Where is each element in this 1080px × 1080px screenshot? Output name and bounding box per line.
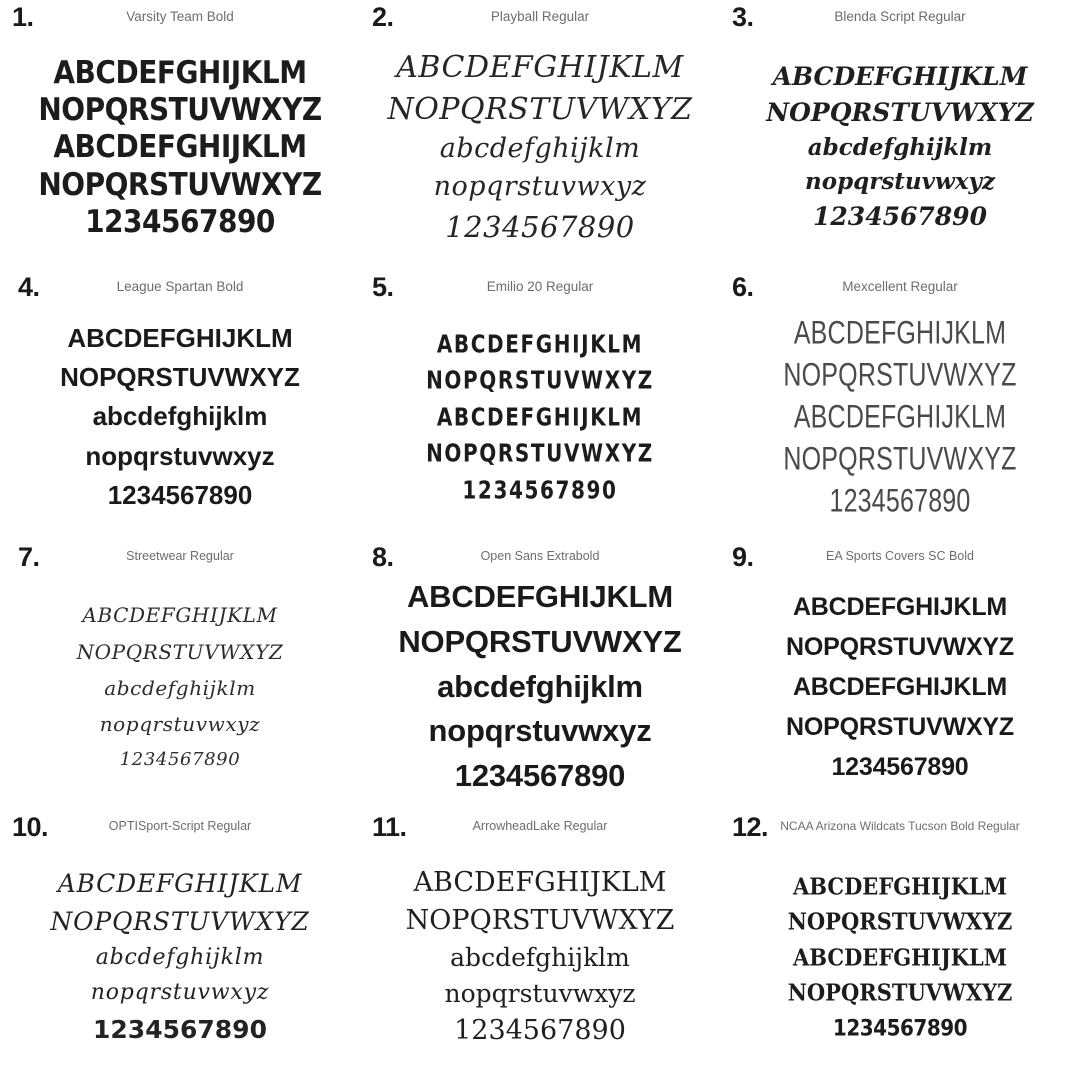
specimen-line: nopqrstuvwxyz: [805, 168, 995, 195]
specimen-card-4: [0, 270, 360, 540]
specimen-line: nopqrstuvwxyz: [99, 712, 261, 737]
specimen-lines-7: [8, 570, 352, 804]
specimen-number-1: 1.: [12, 2, 34, 32]
specimen-line: NOPQRSTUVWXYZ: [405, 904, 675, 936]
specimen-card-8: [360, 540, 720, 810]
font-name-label-10: OPTISport-Script Regular: [108, 819, 252, 834]
specimen-lines-10: [8, 840, 352, 1074]
specimen-line: NOPQRSTUVWXYZ: [787, 908, 1013, 936]
specimen-header-3: [728, 4, 1072, 30]
specimen-header-4: [8, 274, 352, 300]
font-name-label-8: Open Sans Extrabold: [480, 549, 600, 564]
specimen-header-12: [728, 814, 1072, 840]
specimen-number-4: 4.: [18, 272, 40, 302]
specimen-line: ABCDEFGHIJKLM: [53, 128, 307, 166]
specimen-line: 1234567890: [831, 753, 969, 781]
specimen-lines-12: [728, 840, 1072, 1074]
specimen-line: 1234567890: [462, 474, 618, 505]
specimen-header-8: [368, 544, 712, 570]
font-name-label-1: Varsity Team Bold: [126, 8, 234, 24]
specimen-line: ABCDEFGHIJKLM: [413, 866, 667, 898]
specimen-line: NOPQRSTUVWXYZ: [766, 98, 1034, 128]
specimen-line: ABCDEFGHIJKLM: [57, 869, 303, 899]
specimen-line: 1234567890: [119, 748, 241, 770]
specimen-header-11: [368, 814, 712, 840]
specimen-line: ABCDEFGHIJKLM: [53, 53, 307, 91]
specimen-number-6: 6.: [732, 272, 754, 302]
specimen-header-1: [8, 4, 352, 30]
specimen-card-10: [0, 810, 360, 1080]
specimen-line: 1234567890: [813, 201, 987, 231]
specimen-line: ABCDEFGHIJKLM: [793, 398, 1007, 436]
font-name-label-2: Playball Regular: [490, 8, 590, 24]
specimen-line: ABCDEFGHIJKLM: [406, 579, 674, 615]
specimen-line: abcdefghijklm: [95, 945, 265, 971]
specimen-header-5: [368, 274, 712, 300]
specimen-line: nopqrstuvwxyz: [433, 171, 647, 203]
specimen-line: NOPQRSTUVWXYZ: [76, 639, 284, 664]
specimen-header-2: [368, 4, 712, 30]
specimen-line: ABCDEFGHIJKLM: [82, 603, 278, 628]
specimen-lines-9: [728, 570, 1072, 804]
specimen-line: nopqrstuvwxyz: [444, 979, 636, 1009]
font-name-label-12: NCAA Arizona Wildcats Tucson Bold Regular: [780, 819, 1020, 834]
specimen-line: ABCDEFGHIJKLM: [772, 62, 1028, 92]
specimen-number-8: 8.: [372, 542, 394, 572]
specimen-line: NOPQRSTUVWXYZ: [398, 623, 682, 659]
specimen-line: nopqrstuvwxyz: [428, 713, 652, 749]
specimen-line: abcdefghijklm: [437, 668, 643, 704]
specimen-line: NOPQRSTUVWXYZ: [783, 440, 1017, 478]
font-name-label-11: ArrowheadLake Regular: [472, 819, 608, 834]
specimen-header-6: [728, 274, 1072, 300]
specimen-line: NOPQRSTUVWXYZ: [38, 165, 322, 203]
font-name-label-3: Blenda Script Regular: [834, 8, 966, 24]
specimen-card-1: [0, 0, 360, 270]
specimen-line: ABCDEFGHIJKLM: [396, 49, 684, 85]
specimen-card-7: [0, 540, 360, 810]
specimen-line: NOPQRSTUVWXYZ: [387, 91, 693, 127]
font-name-label-7: Streetwear Regular: [126, 549, 234, 564]
specimen-number-10: 10.: [12, 812, 49, 842]
font-name-label-6: Mexcellent Regular: [842, 278, 958, 294]
specimen-card-9: [720, 540, 1080, 810]
specimen-line: NOPQRSTUVWXYZ: [38, 90, 322, 128]
specimen-line: abcdefghijklm: [807, 134, 993, 162]
specimen-lines-5: [368, 300, 712, 534]
specimen-line: ABCDEFGHIJKLM: [67, 323, 293, 354]
specimen-lines-6: [728, 300, 1072, 534]
specimen-line: NOPQRSTUVWXYZ: [60, 362, 300, 393]
font-name-label-4: League Spartan Bold: [116, 278, 244, 294]
specimen-line: 1234567890: [832, 1014, 968, 1042]
specimen-line: NOPQRSTUVWXYZ: [426, 365, 654, 396]
specimen-header-10: [8, 814, 352, 840]
font-name-label-5: Emilio 20 Regular: [486, 278, 594, 294]
specimen-number-3: 3.: [732, 2, 754, 32]
specimen-line: ABCDEFGHIJKLM: [792, 593, 1008, 621]
specimen-line: ABCDEFGHIJKLM: [792, 943, 1008, 972]
specimen-number-12: 12.: [732, 812, 769, 842]
specimen-line: abcdefghijklm: [450, 943, 630, 973]
specimen-line: 1234567890: [107, 479, 253, 510]
specimen-line: NOPQRSTUVWXYZ: [50, 907, 310, 937]
specimen-lines-1: [8, 30, 352, 264]
specimen-line: NOPQRSTUVWXYZ: [787, 979, 1013, 1007]
specimen-number-7: 7.: [18, 542, 40, 572]
specimen-number-5: 5.: [372, 272, 394, 302]
specimen-line: abcdefghijklm: [92, 401, 268, 432]
specimen-line: NOPQRSTUVWXYZ: [786, 713, 1014, 741]
specimen-line: 1234567890: [85, 203, 275, 240]
specimen-line: ABCDEFGHIJKLM: [436, 401, 644, 432]
specimen-line: NOPQRSTUVWXYZ: [426, 438, 654, 469]
specimen-line: abcdefghijklm: [104, 675, 256, 700]
specimen-line: 1234567890: [93, 1014, 267, 1044]
specimen-line: 1234567890: [454, 1015, 626, 1047]
specimen-lines-8: [368, 570, 712, 804]
specimen-line: 1234567890: [454, 758, 626, 794]
specimen-line: abcdefghijklm: [439, 133, 641, 165]
specimen-line: 1234567890: [829, 482, 971, 520]
specimen-number-2: 2.: [372, 2, 394, 32]
specimen-card-2: [360, 0, 720, 270]
specimen-line: ABCDEFGHIJKLM: [436, 328, 644, 359]
specimen-line: NOPQRSTUVWXYZ: [786, 633, 1014, 661]
specimen-card-11: [360, 810, 720, 1080]
specimen-line: nopqrstuvwxyz: [85, 440, 275, 471]
specimen-lines-3: [728, 30, 1072, 264]
specimen-line: ABCDEFGHIJKLM: [792, 673, 1008, 701]
specimen-header-7: [8, 544, 352, 570]
specimen-header-9: [728, 544, 1072, 570]
font-name-label-9: EA Sports Covers SC Bold: [826, 549, 974, 564]
specimen-lines-4: [8, 300, 352, 534]
specimen-card-12: [720, 810, 1080, 1080]
specimen-card-5: [360, 270, 720, 540]
specimen-line: NOPQRSTUVWXYZ: [783, 356, 1017, 394]
specimen-lines-11: [368, 840, 712, 1074]
specimen-number-9: 9.: [732, 542, 754, 572]
specimen-card-3: [720, 0, 1080, 270]
specimen-card-6: [720, 270, 1080, 540]
specimen-line: ABCDEFGHIJKLM: [792, 872, 1008, 900]
specimen-line: 1234567890: [445, 209, 635, 244]
specimen-number-11: 11.: [372, 812, 407, 842]
specimen-lines-2: [368, 30, 712, 264]
specimen-line: ABCDEFGHIJKLM: [793, 314, 1007, 352]
specimen-line: nopqrstuvwxyz: [90, 980, 270, 1005]
